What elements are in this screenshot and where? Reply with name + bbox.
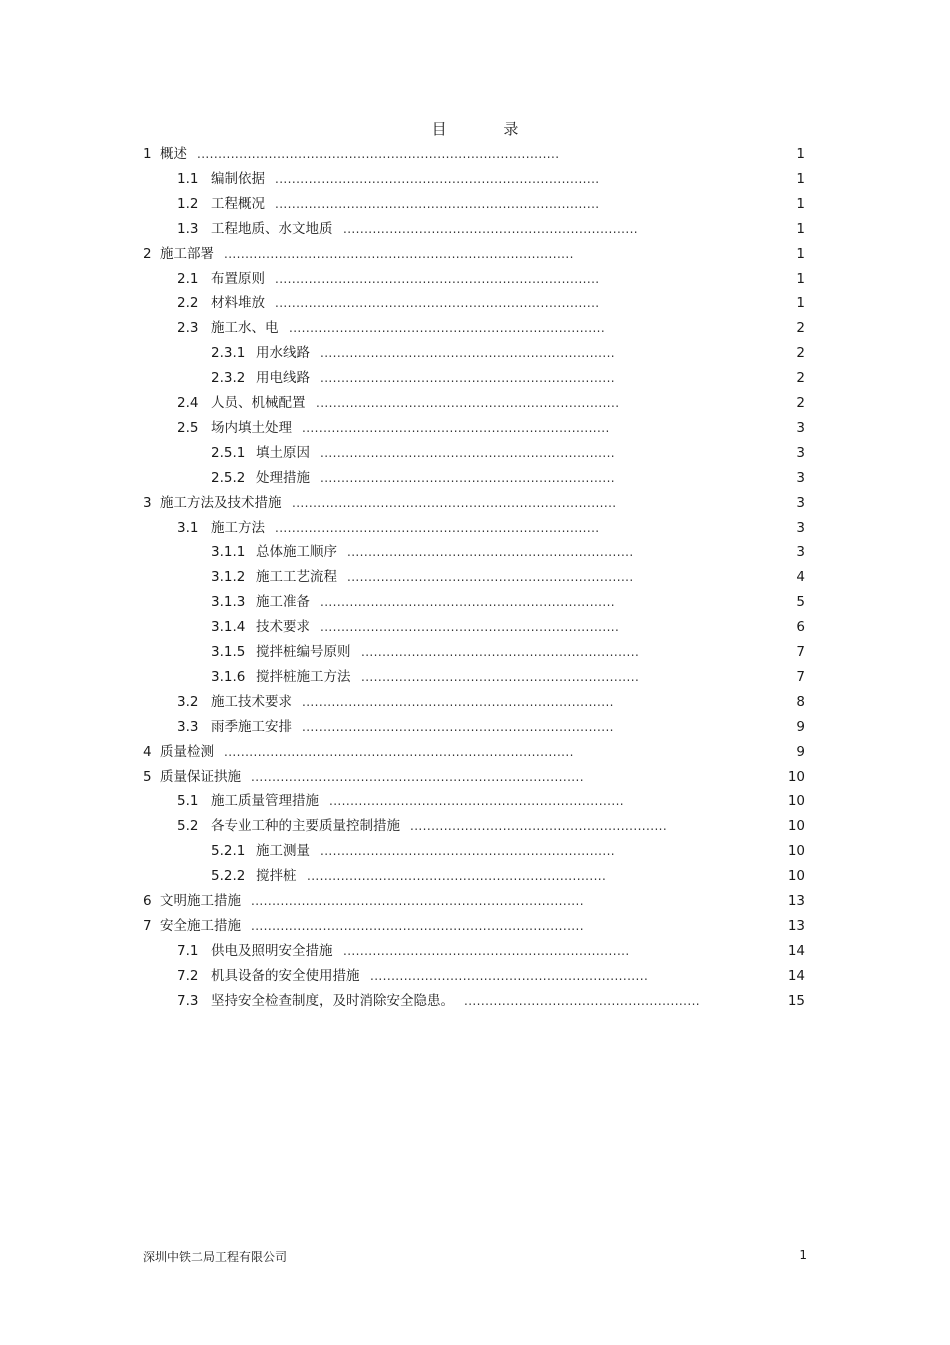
- toc-entry-number: 4: [143, 743, 152, 760]
- toc-entry-title: 编制依据: [211, 170, 265, 187]
- toc-entry-title: 搅拌桩: [256, 868, 297, 885]
- toc-entry-title: 机具设备的安全使用措施: [211, 967, 360, 984]
- toc-entry-number: 5.2.2: [211, 868, 246, 885]
- toc-entry-title: 施工测量: [256, 843, 310, 860]
- toc-entry[interactable]: [0, 690, 950, 715]
- toc-entry[interactable]: [0, 964, 950, 989]
- toc-entry-number: 7.2: [177, 967, 199, 984]
- toc-dot-leader: .............................................................: [410, 819, 668, 834]
- toc-entry-title: 质量检测: [160, 743, 214, 760]
- toc-entry-title: 材料堆放: [211, 295, 265, 312]
- toc-entry-number: 2.5: [177, 419, 199, 436]
- toc-entry-number: 3.1: [177, 519, 199, 536]
- toc-entry-page: 3: [796, 469, 805, 486]
- toc-entry-number: 3.1.4: [211, 619, 246, 636]
- toc-entry-page: 5: [796, 594, 805, 611]
- toc-entry-title: 施工方法: [211, 519, 265, 536]
- toc-dot-leader: ........................................................: [464, 993, 701, 1008]
- toc-entry[interactable]: [0, 316, 950, 341]
- toc-entry-title: 各专业工种的主要质量控制措施: [211, 818, 400, 835]
- toc-entry[interactable]: [0, 291, 950, 316]
- toc-entry-page: 10: [787, 843, 805, 860]
- toc-dot-leader: ......................................................................: [320, 346, 616, 361]
- toc-entry-page: 1: [796, 146, 805, 162]
- toc-entry[interactable]: [0, 740, 950, 765]
- toc-entry-title: 布置原则: [211, 270, 265, 287]
- toc-entry-number: 3.3: [177, 718, 199, 735]
- toc-entry[interactable]: [0, 366, 950, 391]
- toc-entry-number: 3.1.6: [211, 668, 246, 685]
- toc-entry[interactable]: [0, 665, 950, 690]
- toc-entry-page: 1: [796, 220, 805, 237]
- toc-entry-title: 场内填土处理: [211, 419, 292, 436]
- toc-entry-page: 15: [787, 992, 805, 1009]
- toc-entry-page: 1: [796, 245, 805, 262]
- toc-entry-page: 13: [787, 893, 805, 909]
- toc-entry-page: 2: [796, 395, 805, 411]
- toc-entry-number: 7.1: [177, 942, 199, 959]
- toc-entry-number: 3.1.2: [211, 569, 246, 586]
- toc-entry[interactable]: [0, 441, 950, 466]
- toc-entry-page: 8: [796, 693, 805, 710]
- toc-dot-leader: ....................................................................: [347, 545, 634, 560]
- toc-dot-leader: ......................................................................: [320, 595, 616, 610]
- toc-dot-leader: .......................................................................: [320, 620, 620, 635]
- toc-dot-leader: ...............................................................................: [251, 769, 584, 784]
- toc-entry-page: 1: [796, 170, 805, 187]
- toc-entry-title: 用水线路: [256, 345, 310, 362]
- toc-entry-title: 处理措施: [256, 469, 310, 486]
- toc-entry-title: 施工准备: [256, 594, 310, 611]
- toc-entry[interactable]: [0, 217, 950, 242]
- toc-entry-title: 用电线路: [256, 370, 310, 387]
- toc-entry-number: 1.2: [177, 195, 199, 212]
- toc-dot-leader: ..........................................................................: [302, 694, 614, 709]
- toc-entry-number: 2.3.1: [211, 345, 246, 362]
- toc-entry-page: 1: [796, 270, 805, 287]
- toc-entry-page: 6: [796, 619, 805, 636]
- toc-dot-leader: .............................................................................: [275, 271, 600, 286]
- toc-entry-page: 1: [796, 295, 805, 312]
- toc-entry-page: 2: [796, 370, 805, 387]
- toc-entry-title: 文明施工措施: [160, 893, 241, 909]
- toc-entry-title: 施工工艺流程: [256, 569, 337, 586]
- toc-entry-page: 9: [796, 743, 805, 760]
- toc-entry[interactable]: [0, 516, 950, 541]
- toc-entry[interactable]: [0, 864, 950, 889]
- toc-entry-title: 施工质量管理措施: [211, 793, 319, 810]
- toc-dot-leader: .............................................................................: [275, 171, 600, 186]
- toc-dot-leader: ...........................................................................: [289, 321, 606, 336]
- toc-entry-title: 搅拌桩编号原则: [256, 644, 351, 660]
- toc-entry-page: 14: [787, 942, 805, 959]
- toc-entry[interactable]: [0, 615, 950, 640]
- toc-entry-title: 施工部署: [160, 245, 214, 262]
- toc-entry-page: 2: [796, 345, 805, 362]
- toc-entry-number: 2: [143, 245, 152, 262]
- toc-dot-leader: ........................................................................: [316, 396, 620, 410]
- toc-entry-page: 3: [796, 544, 805, 561]
- toc-entry-number: 2.5.2: [211, 469, 246, 486]
- toc-entry-number: 6: [143, 893, 152, 909]
- toc-entry[interactable]: [0, 789, 950, 814]
- toc-entry-title: 坚持安全检查制度，及时消除安全隐患。: [211, 992, 454, 1009]
- toc-entry[interactable]: [0, 715, 950, 740]
- toc-entry[interactable]: [0, 590, 950, 615]
- toc-title: 目 录: [431, 120, 545, 138]
- toc-entry-number: 2.3.2: [211, 370, 246, 387]
- toc-entry-number: 3: [143, 494, 152, 511]
- toc-entry[interactable]: [0, 466, 950, 491]
- toc-dot-leader: .........................................................................: [302, 420, 610, 435]
- toc-dot-leader: ......................................................................: [320, 445, 616, 460]
- toc-entry-title: 概述: [160, 146, 187, 162]
- toc-entry-number: 2.3: [177, 320, 199, 337]
- toc-entry[interactable]: [0, 192, 950, 217]
- toc-entry[interactable]: [0, 914, 950, 939]
- toc-dot-leader: ...............................................................................: [251, 894, 584, 908]
- toc-entry-title: 施工方法及技术措施: [160, 494, 282, 511]
- toc-entry-title: 施工技术要求: [211, 693, 292, 710]
- toc-dot-leader: ..................................................................: [361, 645, 640, 659]
- toc-entry-page: 3: [796, 519, 805, 536]
- toc-entry-number: 3.2: [177, 693, 199, 710]
- toc-entry[interactable]: [0, 989, 950, 1014]
- toc-entry-number: 1.1: [177, 170, 199, 187]
- toc-entry[interactable]: [0, 839, 950, 864]
- toc-entry[interactable]: [0, 565, 950, 590]
- toc-entry[interactable]: [0, 167, 950, 192]
- toc-dot-leader: .......................................................................: [307, 869, 607, 884]
- toc-entry[interactable]: [0, 416, 950, 441]
- toc-entry-page: 10: [787, 868, 805, 885]
- toc-dot-leader: ......................................................................: [343, 221, 639, 236]
- toc-dot-leader: ....................................................................: [347, 570, 634, 585]
- toc-entry-page: 3: [796, 419, 805, 436]
- toc-entry-page: 10: [787, 768, 805, 785]
- toc-entry-page: 14: [787, 967, 805, 984]
- toc-entry-number: 2.2: [177, 295, 199, 312]
- toc-entry-title: 质量保证拱施: [160, 768, 241, 785]
- toc-dot-leader: ......................................................................: [320, 470, 616, 485]
- footer-company: 深圳中铁二局工程有限公司: [143, 1250, 288, 1264]
- toc-entry[interactable]: [0, 889, 950, 914]
- toc-entry-number: 7: [143, 917, 152, 934]
- toc-entry-number: 7.3: [177, 992, 199, 1009]
- toc-entry-number: 1: [143, 146, 152, 162]
- toc-entry-number: 3.1.1: [211, 544, 246, 561]
- toc-entry-number: 5.2.1: [211, 843, 246, 860]
- toc-entry-title: 人员、机械配置: [211, 395, 306, 411]
- toc-entry[interactable]: [0, 491, 950, 516]
- toc-entry-number: 5.1: [177, 793, 199, 810]
- toc-entry-page: 10: [787, 793, 805, 810]
- toc-entry[interactable]: [0, 814, 950, 839]
- toc-dot-leader: ..................................................................: [361, 669, 640, 684]
- toc-entry-title: 雨季施工安排: [211, 718, 292, 735]
- toc-entry[interactable]: [0, 391, 950, 416]
- toc-entry-number: 2.5.1: [211, 444, 246, 461]
- toc-dot-leader: ...............................................................................: [251, 918, 584, 933]
- toc-entry-title: 搅拌桩施工方法: [256, 668, 351, 685]
- toc-entry[interactable]: [0, 267, 950, 292]
- toc-entry-number: 2.1: [177, 270, 199, 287]
- toc-entry[interactable]: [0, 242, 950, 267]
- toc-entry-number: 1.3: [177, 220, 199, 237]
- toc-entry-page: 2: [796, 320, 805, 337]
- toc-entry-page: 13: [787, 917, 805, 934]
- toc-dot-leader: ...................................................................................: [224, 246, 574, 261]
- toc-entry-title: 填土原因: [256, 444, 310, 461]
- toc-dot-leader: ......................................................................................: [197, 147, 560, 161]
- toc-entry-title: 供电及照明安全措施: [211, 942, 333, 959]
- toc-entry-number: 3.1.3: [211, 594, 246, 611]
- toc-dot-leader: ....................................................................: [343, 943, 630, 958]
- toc-entry[interactable]: [0, 341, 950, 366]
- toc-entry-page: 3: [796, 494, 805, 511]
- toc-entry-page: 7: [796, 668, 805, 685]
- toc-entry-number: 3.1.5: [211, 644, 246, 660]
- toc-entry-title: 安全施工措施: [160, 917, 241, 934]
- toc-dot-leader: ..................................................................: [370, 968, 649, 983]
- toc-entry-page: 1: [796, 195, 805, 212]
- toc-entry-number: 2.4: [177, 395, 199, 411]
- toc-entry-title: 工程概况: [211, 195, 265, 212]
- toc-entry-page: 3: [796, 444, 805, 461]
- toc-entry-number: 5.2: [177, 818, 199, 835]
- toc-dot-leader: .............................................................................: [292, 495, 617, 510]
- toc-entry[interactable]: [0, 540, 950, 565]
- toc-entry-title: 工程地质、水文地质: [211, 220, 333, 237]
- toc-entry[interactable]: [0, 640, 950, 665]
- toc-dot-leader: ..........................................................................: [302, 719, 614, 734]
- toc-dot-leader: .............................................................................: [275, 296, 600, 311]
- toc-entry-title: 总体施工顺序: [256, 544, 337, 561]
- toc-entry[interactable]: [0, 142, 950, 167]
- toc-entry[interactable]: [0, 939, 950, 964]
- toc-entry-title: 施工水、电: [211, 320, 279, 337]
- toc-entry-page: 4: [796, 569, 805, 586]
- toc-entry-page: 10: [787, 818, 805, 835]
- toc-dot-leader: ...................................................................................: [224, 744, 574, 759]
- toc-entry[interactable]: [0, 765, 950, 790]
- toc-dot-leader: ......................................................................: [329, 794, 625, 809]
- footer-page-number: 1: [799, 1248, 807, 1262]
- toc-dot-leader: ......................................................................: [320, 844, 616, 859]
- toc-entry-page: 7: [796, 644, 805, 660]
- toc-entry-title: 技术要求: [256, 619, 310, 636]
- toc-dot-leader: .............................................................................: [275, 520, 600, 535]
- toc-entry-page: 9: [796, 718, 805, 735]
- toc-dot-leader: ......................................................................: [320, 371, 616, 386]
- toc-entry-number: 5: [143, 768, 152, 785]
- toc-dot-leader: .............................................................................: [275, 196, 600, 211]
